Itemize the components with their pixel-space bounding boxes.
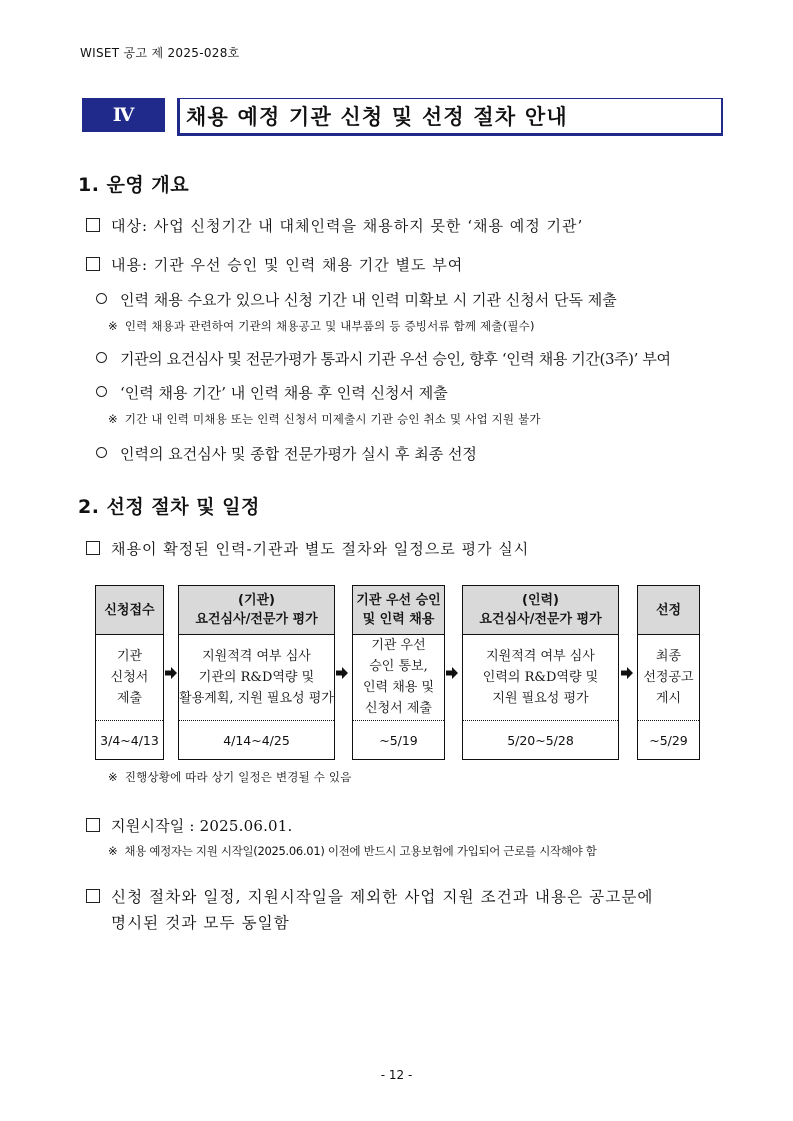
bullet-3: ‘인력 채용 기간’ 내 인력 채용 후 인력 신청서 제출 [96, 382, 448, 403]
note-2: ※ 기간 내 인력 미채용 또는 인력 신청서 미제출시 기관 승인 취소 및 사업 지원 불가 [108, 412, 541, 426]
square-bullet-icon [86, 218, 100, 232]
flow-step-approval-hiring [352, 585, 445, 760]
reference-mark-icon: ※ [108, 844, 118, 858]
item-start-date: 지원시작일 : 2025.06.01. [86, 815, 293, 836]
flow-step-head: 선정 [638, 586, 699, 635]
bullet-1: 인력 채용 수요가 있으나 신청 기간 내 인력 미확보 시 기관 신청서 단독 제출 [96, 289, 617, 310]
item-target: 대상: 사업 신청기간 내 대체인력을 채용하지 못한 ‘채용 예정 기관’ [86, 215, 583, 236]
item-final-cont: 명시된 것과 모두 동일함 [111, 914, 290, 932]
circle-bullet-icon [96, 352, 107, 363]
square-bullet-icon [86, 257, 100, 271]
flow-step-date: ~5/29 [649, 732, 688, 748]
document-id: WISET 공고 제 2025-028호 [80, 46, 240, 60]
flow-step-body: 최종 선정공고 게시 [643, 648, 694, 706]
flow-step-application [95, 585, 164, 760]
bullet-2: 기관의 요건심사 및 전문가평가 통과시 기관 우선 승인, 향후 ‘인력 채용 기간(3주)’ 부여 [96, 348, 671, 369]
item-evaluation: 채용이 확정된 인력-기관과 별도 절차와 일정으로 평가 실시 [86, 538, 529, 559]
square-bullet-icon [86, 889, 100, 903]
flow-step-institution-review [178, 585, 335, 760]
flow-step-body: 기관 우선 승인 통보, 인력 채용 및 신청서 제출 [362, 638, 435, 716]
part1-title: 1. 운영 개요 [78, 174, 190, 196]
flow-step-head: 기관 우선 승인 및 인력 채용 [353, 586, 444, 635]
arrow-right-icon [164, 666, 178, 680]
page-number: - 12 - [380, 1068, 413, 1082]
part2-title: 2. 선정 절차 및 일정 [78, 496, 260, 518]
reference-mark-icon: ※ [108, 319, 118, 333]
flow-step-body: 기관 신청서 제출 [110, 648, 149, 706]
item-final: 신청 절차와 일정, 지원시작일을 제외한 사업 지원 조건과 내용은 공고문에 [86, 885, 653, 907]
flow-step-selection [637, 585, 700, 760]
arrow-right-icon [620, 666, 634, 680]
flow-step-date: 4/14~4/25 [223, 732, 290, 748]
section-title-box [177, 98, 723, 136]
note-1: ※ 인력 채용과 관련하여 기관의 채용공고 및 내부품의 등 증빙서류 함께 제출(필수) [108, 319, 535, 333]
section-header [82, 98, 722, 135]
reference-mark-icon: ※ [108, 412, 118, 426]
bullet-4: 인력의 요건심사 및 종합 전문가평가 실시 후 최종 선정 [96, 443, 477, 464]
flow-note: ※ 진행상황에 따라 상기 일정은 변경될 수 있음 [108, 770, 352, 784]
flow-step-personnel-review [462, 585, 619, 760]
flow-step-date: 3/4~4/13 [100, 732, 159, 748]
flow-step-body: 지원적격 여부 심사 기관의 R&D역량 및 활용계획, 지원 필요성 평가 [179, 648, 334, 706]
flow-step-body: 지원적격 여부 심사 인력의 R&D역량 및 지원 필요성 평가 [482, 648, 599, 706]
flow-step-head: (인력) 요건심사/전문가 평가 [463, 586, 618, 635]
section-title: 채용 예정 기관 신청 및 선정 절차 안내 [186, 105, 568, 129]
circle-bullet-icon [96, 293, 107, 304]
start-note: ※ 채용 예정자는 지원 시작일(2025.06.01) 이전에 반드시 고용보험에 가입되어 근로를 시작해야 함 [108, 844, 597, 858]
square-bullet-icon [86, 818, 100, 832]
reference-mark-icon: ※ [108, 770, 118, 784]
flow-step-date: ~5/19 [379, 732, 418, 748]
item-content: 내용: 기관 우선 승인 및 인력 채용 기간 별도 부여 [86, 254, 463, 275]
flow-step-head: (기관) 요건심사/전문가 평가 [179, 586, 334, 635]
circle-bullet-icon [96, 447, 107, 458]
arrow-right-icon [335, 666, 349, 680]
flow-step-date: 5/20~5/28 [507, 732, 574, 748]
circle-bullet-icon [96, 386, 107, 397]
flow-step-head: 신청접수 [96, 586, 163, 635]
square-bullet-icon [86, 541, 100, 555]
section-number: Ⅳ [82, 98, 165, 132]
arrow-right-icon [445, 666, 459, 680]
